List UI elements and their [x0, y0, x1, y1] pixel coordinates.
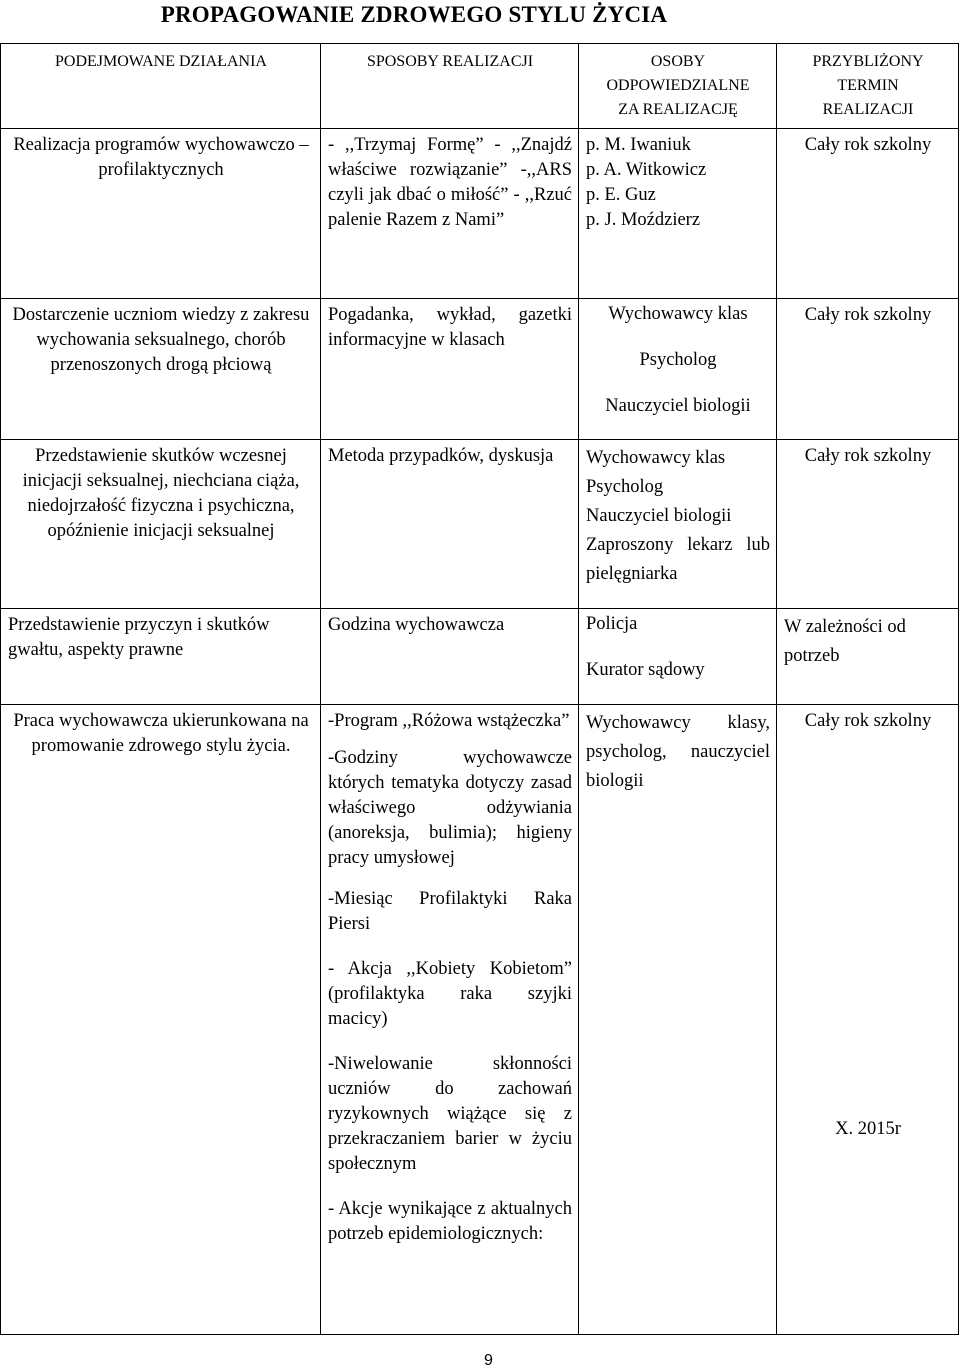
row5-method-item: -Program ,,Różowa wstążeczka”: [328, 711, 570, 731]
row5-method-item: - Akcje wynikające z aktualnych potrzeb epidemiologicznych:: [328, 1199, 572, 1244]
row5-term: [777, 705, 959, 1335]
row3-persons: [579, 440, 777, 609]
row3-person: Wychowawcy klas: [586, 448, 726, 468]
row2-person: Psycholog: [639, 350, 717, 370]
row1-term: Cały rok szkolny: [777, 129, 959, 299]
row1-person: p. E. Guz: [586, 185, 656, 205]
header-actions: PODEJMOWANE DZIAŁANIA: [1, 44, 321, 129]
row5-persons: Wychowawcy klasy, psycholog, nauczyciel biologii: [579, 705, 777, 1335]
row5-term-date: X. 2015r: [835, 1119, 901, 1139]
row2-action: Dostarczenie uczniom wiedzy z zakresu wychowania seksualnego, chorób przenoszonych drogą płciową: [1, 299, 321, 440]
row1-person: p. M. Iwaniuk: [586, 135, 691, 155]
row2-term: Cały rok szkolny: [777, 299, 959, 440]
page-title: PROPAGOWANIE ZDROWEGO STYLU ŻYCIA: [160, 2, 668, 27]
row2-person: Wychowawcy klas: [608, 304, 748, 324]
row4-action: Przedstawienie przyczyn i skutków gwałtu, aspekty prawne: [1, 609, 321, 705]
row3-term: Cały rok szkolny: [777, 440, 959, 609]
row4-person: Policja: [586, 614, 638, 634]
row5-method-item: -Godziny wychowawcze których tematyka dotyczy zasad właściwego odżywiania (anoreksja, bulimia); higieny pracy umysłowej: [328, 748, 572, 868]
header-persons-line2: ODPOWIEDZIALNE: [606, 77, 750, 94]
row3-person: Nauczyciel biologii: [586, 506, 732, 526]
table-header-row: [1, 44, 959, 129]
row1-person: p. A. Witkowicz: [586, 160, 707, 180]
table-row: [1, 299, 959, 440]
row1-person: p. J. Moździerz: [586, 210, 701, 230]
row3-person: Psycholog: [586, 477, 664, 497]
row4-method: Godzina wychowawcza: [321, 609, 579, 705]
row3-method: Metoda przypadków, dyskusja: [321, 440, 579, 609]
row4-term: W zależności od potrzeb: [777, 609, 959, 705]
row3-action: Przedstawienie skutków wczesnej inicjacji seksualnej, niechciana ciąża, niedojrzałość fizyczna i psychiczna, opóźnienie inicjacji seksualnej: [1, 440, 321, 609]
header-methods: SPOSOBY REALIZACJI: [321, 44, 579, 129]
row2-person: Nauczyciel biologii: [605, 396, 751, 416]
row5-method-item: -Niwelowanie skłonności uczniów do zachowań ryzykownych wiążące się z przekraczaniem barier w życiu społecznym: [328, 1054, 572, 1174]
header-term-line1: PRZYBLIŻONY: [812, 53, 924, 70]
table-row: [1, 609, 959, 705]
row5-method-item: - Akcja ,,Kobiety Kobietom” (profilaktyka raka szyjki macicy): [328, 959, 572, 1029]
row5-action: Praca wychowawcza ukierunkowana na promowanie zdrowego stylu życia.: [1, 705, 321, 1335]
row3-person: Zaproszony lekarz lub pielęgniarka: [586, 535, 770, 584]
row2-method: Pogadanka, wykład, gazetki informacyjne w klasach: [321, 299, 579, 440]
row5-method-item: -Miesiąc Profilaktyki Raka Piersi: [328, 889, 572, 934]
row2-persons: [579, 299, 777, 440]
page-number: 9: [484, 1352, 493, 1369]
table-row: [1, 705, 959, 1335]
health-program-table: [0, 43, 959, 1335]
row4-person: Kurator sądowy: [586, 660, 705, 680]
row1-persons: [579, 129, 777, 299]
row1-method: - ,,Trzymaj Formę” - ,,Znajdź właściwe rozwiązanie” -,,ARS czyli jak dbać o miłość” - ,,Rzuć palenie Razem z Nami”: [321, 129, 579, 299]
table-row: [1, 129, 959, 299]
header-term: [777, 44, 959, 129]
header-persons-line1: OSOBY: [650, 53, 706, 70]
row4-persons: [579, 609, 777, 705]
header-persons-line3: ZA REALIZACJĘ: [618, 101, 738, 118]
header-term-line3: REALIZACJI: [822, 101, 914, 118]
header-persons: [579, 44, 777, 129]
row5-term-main: Cały rok szkolny: [804, 711, 932, 731]
row5-methods: [321, 705, 579, 1335]
header-term-line2: TERMIN: [837, 77, 899, 94]
row1-action: Realizacja programów wychowawczo – profilaktycznych: [1, 129, 321, 299]
table-row: [1, 440, 959, 609]
